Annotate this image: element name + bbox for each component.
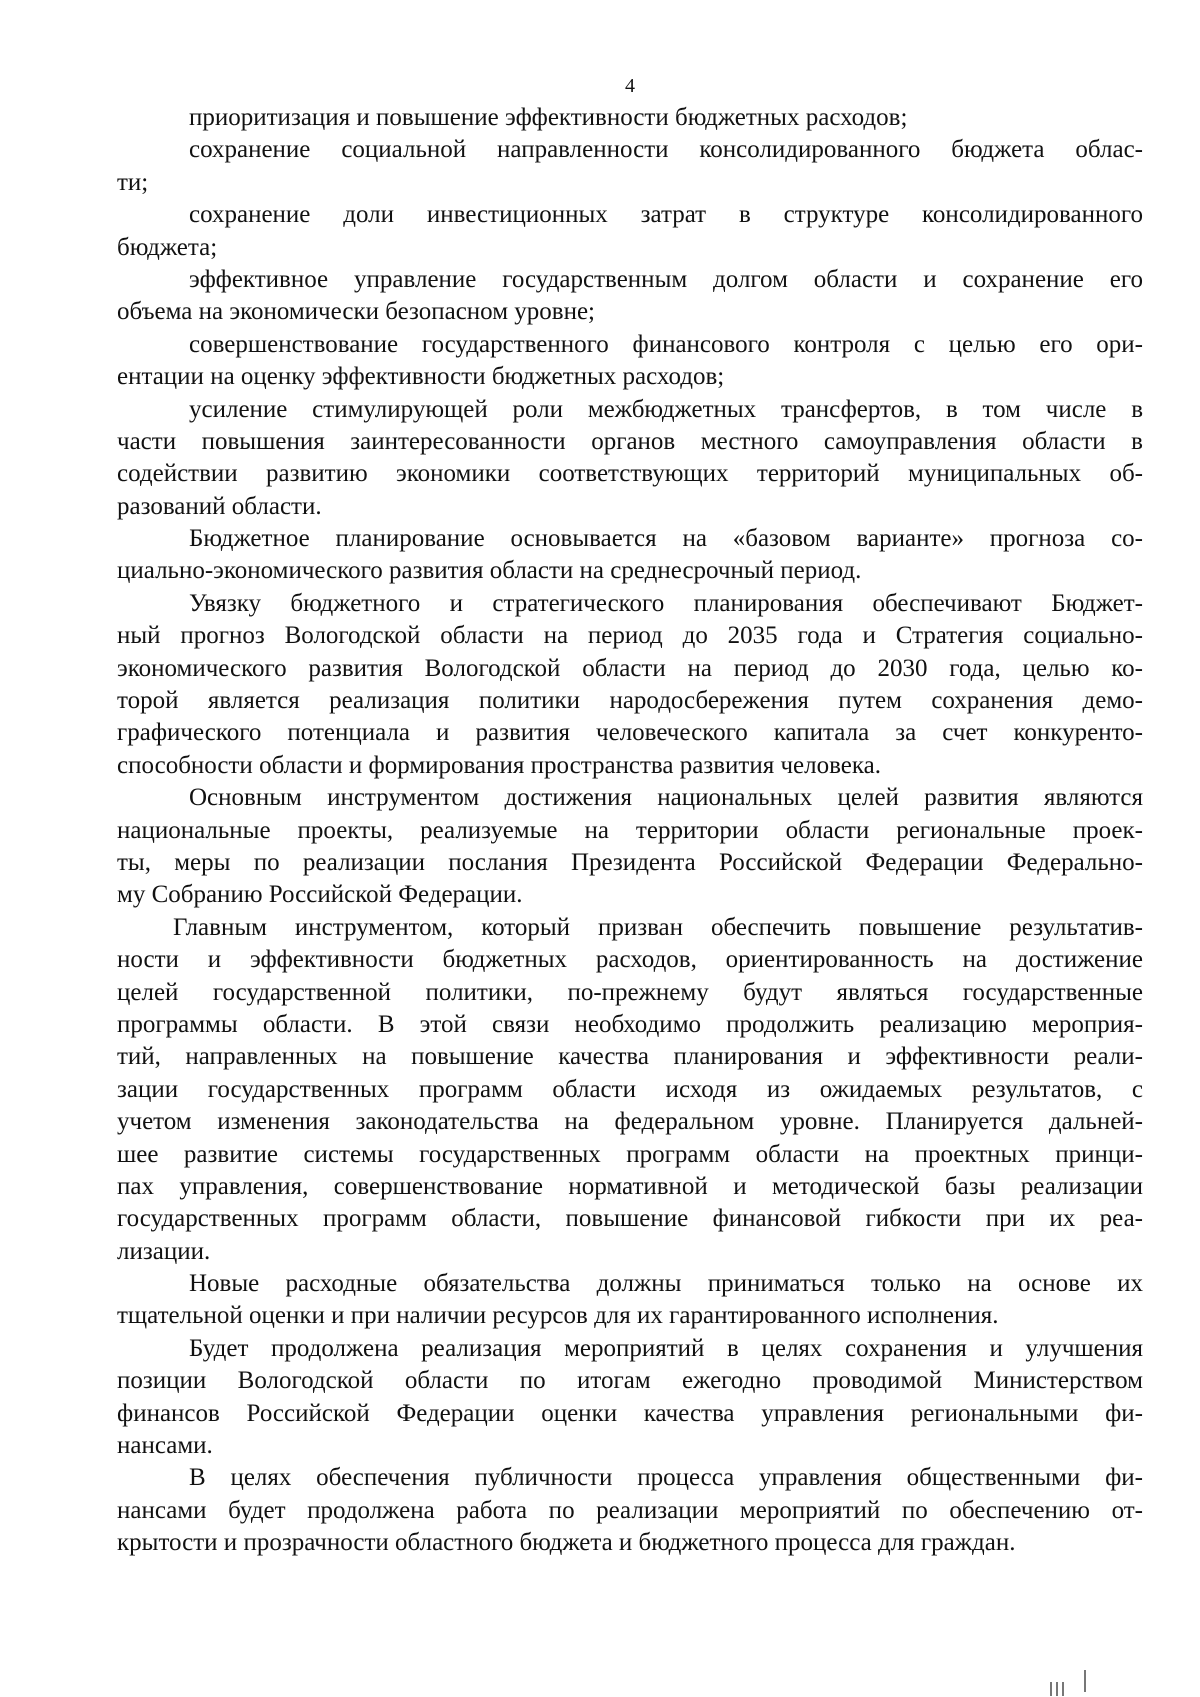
body-text bbox=[117, 102, 1143, 1560]
text-line: национальные проекты, реализуемые на территории области региональные проек- bbox=[117, 816, 1143, 844]
text-line: экономического развития Вологодской области на период до 2030 года, целью ко- bbox=[117, 654, 1143, 682]
text-line: способности области и формирования пространства развития человека. bbox=[117, 751, 881, 779]
text-line: Основным инструментом достижения национальных целей развития являются bbox=[189, 784, 1143, 812]
text-line: ный прогноз Вологодской области на период до 2035 года и Стратегия социально- bbox=[117, 622, 1143, 650]
text-line: Бюджетное планирование основывается на «базовом варианте» прогноза со- bbox=[189, 525, 1143, 553]
scan-mark bbox=[1084, 1670, 1086, 1692]
text-line: нансами будет продолжена работа по реализации мероприятий по обеспечению от- bbox=[117, 1496, 1143, 1524]
text-line: позиции Вологодской области по итогам ежегодно проводимой Министерством bbox=[117, 1367, 1143, 1395]
text-line: крытости и прозрачности областного бюджета и бюджетного процесса для граждан. bbox=[117, 1529, 1016, 1557]
text-line: программы области. В этой связи необходимо продолжить реализацию мероприя- bbox=[117, 1010, 1143, 1038]
text-line: Главным инструментом, который призван обеспечить повышение результатив- bbox=[173, 913, 1143, 941]
text-line: сохранение социальной направленности консолидированного бюджета облас- bbox=[189, 136, 1143, 164]
text-line: разований области. bbox=[117, 492, 322, 520]
text-line: циально-экономического развития области на среднесрочный период. bbox=[117, 557, 862, 585]
text-line: совершенствование государственного финансового контроля с целью его ори- bbox=[189, 330, 1143, 358]
text-line: шее развитие системы государственных программ области на проектных принци- bbox=[117, 1140, 1143, 1168]
text-line: содействии развитию экономики соответствующих территорий муниципальных об- bbox=[117, 460, 1143, 488]
text-line: ты, меры по реализации послания Президента Российской Федерации Федерально- bbox=[117, 848, 1143, 876]
text-line: пах управления, совершенствование нормативной и методической базы реализации bbox=[117, 1172, 1143, 1200]
text-line: графического потенциала и развития человеческого капитала за счет конкуренто- bbox=[117, 719, 1143, 747]
text-line: усиление стимулирующей роли межбюджетных трансфертов, в том числе в bbox=[189, 395, 1143, 423]
text-line: Увязку бюджетного и стратегического планирования обеспечивают Бюджет- bbox=[189, 589, 1143, 617]
text-line: государственных программ области, повышение финансовой гибкости при их реа- bbox=[117, 1205, 1143, 1233]
text-line: учетом изменения законодательства на федеральном уровне. Планируется дальней- bbox=[117, 1108, 1143, 1136]
text-line: Будет продолжена реализация мероприятий в целях сохранения и улучшения bbox=[189, 1334, 1143, 1362]
text-line: сохранение доли инвестиционных затрат в структуре консолидированного bbox=[189, 201, 1143, 229]
text-line: нансами. bbox=[117, 1432, 213, 1460]
text-line: эффективное управление государственным долгом области и сохранение его bbox=[189, 265, 1143, 293]
text-line: ности и эффективности бюджетных расходов, ориентированность на достижение bbox=[117, 946, 1143, 974]
scan-mark bbox=[1050, 1682, 1052, 1696]
text-line: приоритизация и повышение эффективности бюджетных расходов; bbox=[189, 104, 908, 131]
text-line: му Собранию Российской Федерации. bbox=[117, 881, 523, 909]
scan-mark bbox=[1062, 1682, 1064, 1696]
text-line: торой является реализация политики народосбережения путем сохранения демо- bbox=[117, 687, 1143, 715]
text-line: лизации. bbox=[117, 1237, 211, 1265]
text-line: объема на экономически безопасном уровне; bbox=[117, 298, 596, 326]
text-line: целей государственной политики, по-прежнему будут являться государственные bbox=[117, 978, 1143, 1006]
text-line: тщательной оценки и при наличии ресурсов для их гарантированного исполнения. bbox=[117, 1302, 999, 1330]
text-line: зации государственных программ области исходя из ожидаемых результатов, с bbox=[117, 1075, 1143, 1103]
text-line: ентации на оценку эффективности бюджетных расходов; bbox=[117, 363, 725, 391]
text-line: бюджета; bbox=[117, 233, 218, 261]
text-line: части повышения заинтересованности органов местного самоуправления области в bbox=[117, 427, 1143, 455]
text-line: Новые расходные обязательства должны приниматься только на основе их bbox=[189, 1270, 1143, 1298]
page-number: 4 bbox=[625, 75, 635, 97]
text-line: ти; bbox=[117, 168, 149, 196]
scan-mark bbox=[1056, 1682, 1058, 1696]
text-line: тий, направленных на повышение качества планирования и эффективности реали- bbox=[117, 1043, 1143, 1071]
text-line: В целях обеспечения публичности процесса управления общественными фи- bbox=[189, 1464, 1143, 1492]
text-line: финансов Российской Федерации оценки качества управления региональными фи- bbox=[117, 1399, 1143, 1427]
